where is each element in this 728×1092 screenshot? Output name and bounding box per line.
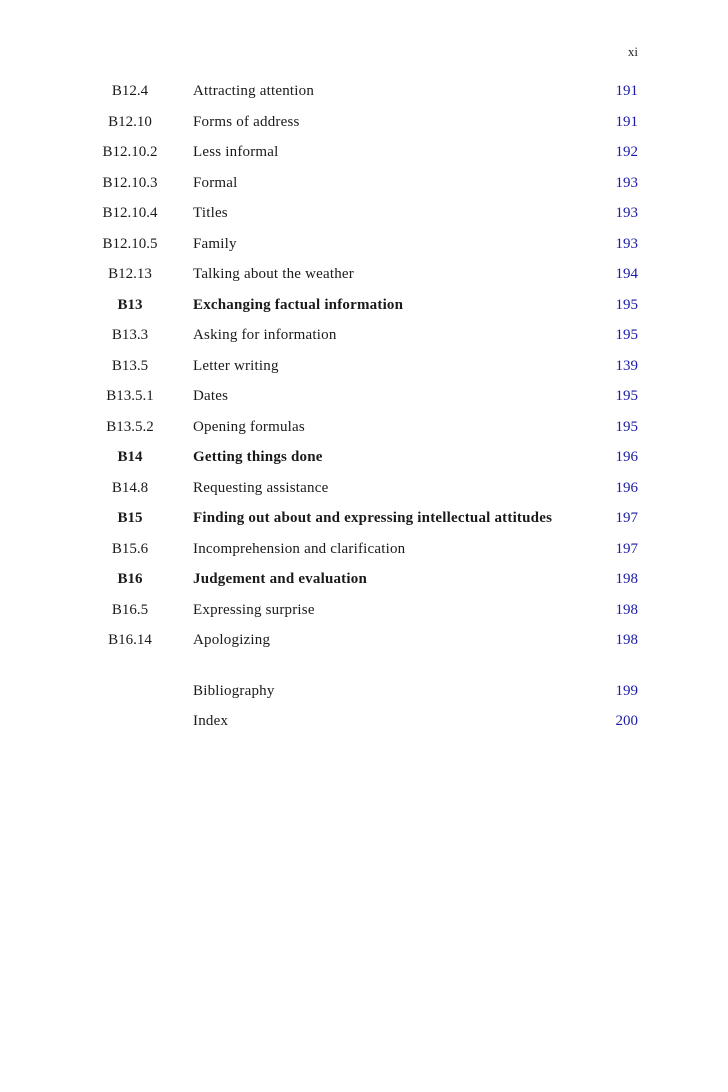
toc-section-title[interactable]: Less informal: [193, 144, 279, 160]
toc-page-link[interactable]: 194: [615, 266, 638, 282]
toc-page-link[interactable]: 193: [615, 205, 638, 221]
toc-entry[interactable]: [90, 447, 638, 478]
toc-section-number: B12.10.4: [102, 205, 158, 221]
toc-section-title[interactable]: Family: [193, 235, 237, 252]
toc-section-number: B15: [117, 510, 143, 526]
toc-page-link[interactable]: 199: [615, 682, 638, 699]
toc-page-link[interactable]: 195: [615, 296, 638, 313]
toc-section-number: B13.3: [111, 327, 149, 343]
toc-section-number: B12.10.2: [102, 144, 158, 160]
table-of-contents: [90, 81, 638, 742]
toc-entry[interactable]: [90, 325, 638, 356]
toc-page-link[interactable]: 197: [615, 510, 638, 526]
toc-page-link[interactable]: 196: [615, 479, 638, 496]
toc-section-title[interactable]: Getting things done: [193, 449, 323, 465]
toc-entry[interactable]: [90, 711, 638, 742]
toc-section-title[interactable]: Asking for information: [193, 327, 337, 343]
toc-section-title[interactable]: Finding out about and expressing intellectual attitudes: [193, 510, 553, 526]
toc-entry[interactable]: [90, 234, 638, 265]
toc-entry[interactable]: [90, 508, 638, 539]
toc-page-link[interactable]: 195: [615, 388, 638, 404]
toc-entry[interactable]: [90, 295, 638, 326]
toc-section-title[interactable]: Dates: [193, 388, 229, 404]
toc-section-number: B12.4: [111, 83, 149, 99]
toc-page-link[interactable]: 195: [615, 418, 638, 435]
toc-entry[interactable]: [90, 203, 638, 234]
toc-entry[interactable]: [90, 478, 638, 509]
toc-page-link[interactable]: 198: [615, 601, 638, 618]
toc-section-number: B13.5: [111, 357, 149, 374]
toc-section-title[interactable]: Opening formulas: [193, 418, 305, 435]
toc-section-title[interactable]: Talking about the weather: [193, 266, 354, 282]
toc-section-number: B13: [117, 296, 143, 313]
toc-entry[interactable]: [90, 539, 638, 570]
toc-entry[interactable]: [90, 630, 638, 661]
toc-entry[interactable]: [90, 569, 638, 600]
toc-entry[interactable]: [90, 112, 638, 143]
toc-page-link[interactable]: 197: [615, 540, 638, 557]
toc-section-title[interactable]: Requesting assistance: [193, 479, 329, 496]
toc-entry[interactable]: [90, 81, 638, 112]
toc-page-link[interactable]: 198: [615, 632, 638, 648]
toc-section-number: B12.10.5: [102, 235, 158, 252]
toc-section-number: B13.5.2: [106, 418, 154, 435]
toc-section-number: B13.5.1: [106, 388, 154, 404]
toc-page-link[interactable]: 192: [615, 144, 638, 160]
toc-page-link[interactable]: 195: [615, 327, 638, 343]
toc-section-title[interactable]: Titles: [193, 205, 228, 221]
toc-section-title[interactable]: Incomprehension and clarification: [193, 540, 406, 557]
toc-section-title[interactable]: Exchanging factual information: [193, 296, 404, 313]
toc-section-title[interactable]: Index: [193, 713, 229, 729]
toc-section-number: B12.13: [108, 266, 152, 282]
page-number: xi: [627, 44, 638, 59]
toc-section-number: B15.6: [111, 540, 149, 557]
toc-section-number: B12.10.3: [102, 174, 158, 191]
toc-page-link[interactable]: 200: [615, 713, 638, 729]
toc-page-link[interactable]: 191: [615, 83, 638, 99]
toc-section-number: B16.14: [108, 632, 152, 648]
toc-page-link[interactable]: 196: [615, 449, 638, 465]
toc-section-title[interactable]: Apologizing: [193, 632, 271, 648]
toc-entry[interactable]: [90, 417, 638, 448]
toc-entry[interactable]: [90, 356, 638, 387]
toc-page-link[interactable]: 193: [615, 174, 638, 191]
toc-section-title[interactable]: Attracting attention: [193, 83, 315, 99]
toc-section-number: B12.10: [108, 113, 152, 130]
toc-section-number: B16.5: [111, 601, 149, 618]
toc-page-link[interactable]: 198: [615, 571, 638, 587]
toc-section-title[interactable]: Expressing surprise: [193, 601, 315, 618]
toc-entry[interactable]: [90, 173, 638, 204]
toc-section-title[interactable]: Bibliography: [193, 682, 275, 699]
toc-section-title[interactable]: Letter writing: [193, 357, 279, 374]
toc-section-title[interactable]: Formal: [193, 174, 238, 191]
toc-section-number: B14: [117, 449, 143, 465]
toc-entry[interactable]: [90, 264, 638, 295]
toc-section-title[interactable]: Judgement and evaluation: [193, 571, 367, 587]
toc-page-link[interactable]: 139: [615, 357, 638, 374]
toc-entry[interactable]: [90, 142, 638, 173]
toc-entry[interactable]: [90, 600, 638, 631]
toc-page-link[interactable]: 193: [615, 235, 638, 252]
toc-entry[interactable]: [90, 386, 638, 417]
toc-section-number: B14.8: [111, 479, 149, 496]
toc-page-link[interactable]: 191: [615, 113, 638, 130]
toc-section-number: B16: [117, 571, 143, 587]
toc-entry[interactable]: [90, 681, 638, 712]
toc-section-title[interactable]: Forms of address: [193, 113, 300, 130]
